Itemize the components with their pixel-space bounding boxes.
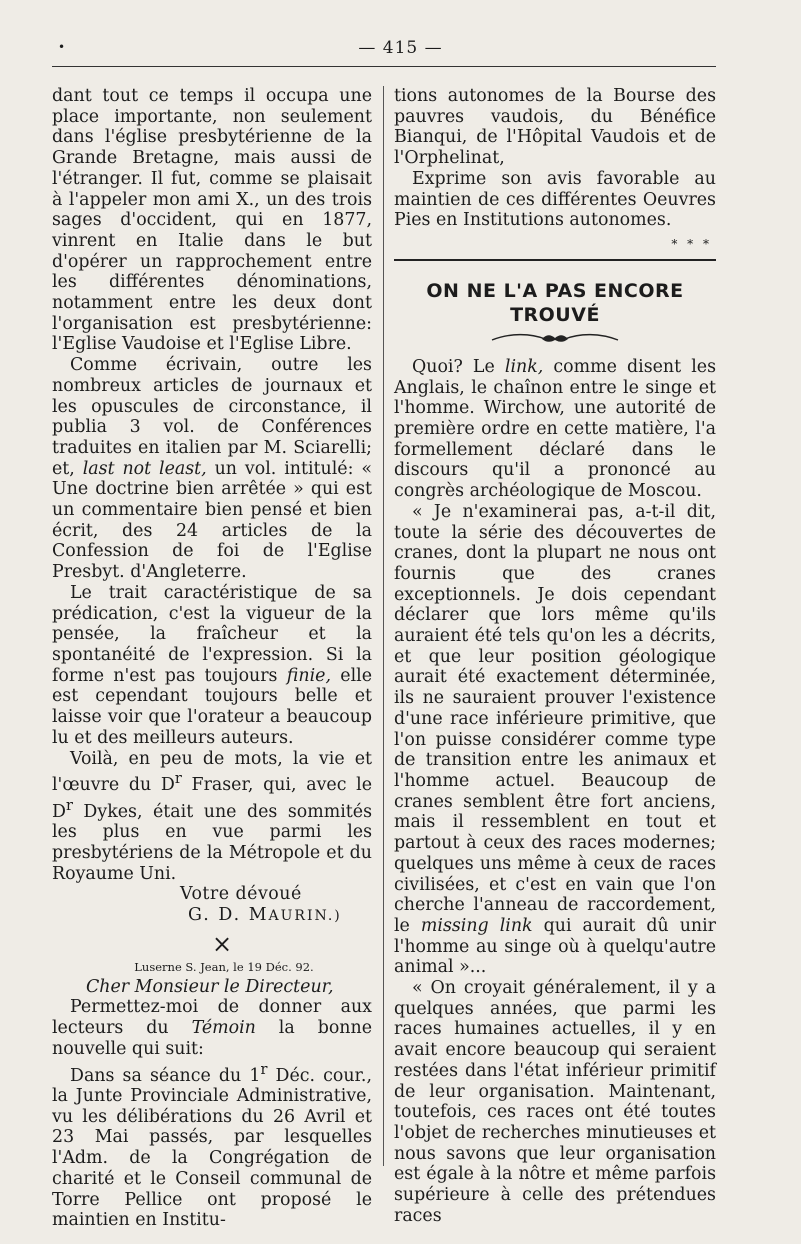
left-column <box>52 86 372 1231</box>
paragraph-missing-link: Quoi? Le link, comme disent les Anglais, le chaînon entre le singe et l'homme. Wirchow, une autorité de première ordre en cette matière, l'a formellement déclaré dans le discours qu'il a prononcé au congrès archéologique de Moscou. <box>394 356 716 502</box>
emphasis-link: link, <box>504 356 544 377</box>
letter-continuation: tions autonomes de la Bourse des pauvres vaudois, du Bénéfice Bianqui, de l'Hôpital Vaudois et de l'Orphelinat, <box>394 86 716 169</box>
emphasis-finie: finie, <box>286 665 331 686</box>
article-headline: ON NE L'A PAS ENCORE TROUVÉ <box>426 279 684 326</box>
ornament-flourish-icon <box>490 331 620 345</box>
paragraph-fraser-career: dant tout ce temps il occupa une place importante, non seulement dans l'église presbytérienne de la Grande Bretagne, mais aussi de l'étranger. Il fut, comme se plaisait à l'appeler mon ami X., un des trois sages d'occident, qui en 1877, vinrent en Italie dans le but d'opérer un rapprochement entre les différentes dénominations, notamment entre les deux dont l'organisation est presbytérienne: l'Eglise Vaudoise et l'Eglise Libre. <box>52 86 372 355</box>
right-column <box>394 86 716 1226</box>
separator-stars: * * * <box>671 236 712 251</box>
emphasis-temoin: Témoin <box>191 1018 256 1039</box>
header-bullet: • <box>58 40 66 54</box>
letter-paragraph-junte: Dans sa séance du 1$^r$ Déc. cour., la Junte Provinciale Administrative, vu les délibérations du 26 Avril et 23 Mai passés, par lesquelles l'Adm. de la Congrégation de charité et le Conseil communal de Torre Pellice ont proposé le maintien en Institu- <box>52 1061 372 1231</box>
emphasis-last-not-least: last not least, <box>82 458 207 479</box>
letter-conclusion: Exprime son avis favorable au maintien de ces différentes Oeuvres Pies en Institutions autonomes. <box>394 168 716 231</box>
paragraph-races: « On croyait généralement, il y a quelques années, que parmi les races humaines actuelles, il y en avait encore beaucoup qui seraient restées dans l'état inférieur primitif de leur organisation. Maintenant, toutefois, ces races ont été toutes l'objet de recherches minutieuses et nous savons que leur organisation est égale à la nôtre et même parfois supérieure à celle des prétendues races <box>394 978 716 1226</box>
letter-dateline: Luserne S. Jean, le 19 Déc. 92. <box>134 959 314 974</box>
paragraph-summary: Voilà, en peu de mots, la vie et l'œuvre du $D^r$ Fraser, qui, avec le $D^r$ Dykes, était une des sommités les plus en vue parmi les presbytériens de la Métropole et du Royaume Uni. <box>52 748 373 884</box>
paragraph-wirchow-quote: « Je n'examinerai pas, a-t-il dit, toute la série des découvertes de cranes, dont la plupart ne nous ont fournis que des cranes exceptionnels. Je dois cependant déclarer que lors même qu'ils auraient été tels qu'on les a décrits, et que leur position géologique aurait été exactement déterminée, ils ne sauraient prouver l'existence d'une race inférieure primitive, que l'on puisse considérer comme type de transition entre les animaux et l'homme actuel. Beaucoup de cranes semblent être fort anciens, mais il ressemblent en tout et partout à ceux des races modernes; quelques uns même à ceux de races civilisées, et c'est en vain que l'on cherche l'anneau de raccordement, le missing link qui aurait dû unir l'homme au singe où à quelqu'autre animal »... <box>394 501 716 978</box>
page-number: — 415 — <box>358 38 443 58</box>
section-rule <box>394 259 716 261</box>
letter-salutation: Cher Monsieur le Directeur, <box>86 976 334 997</box>
signature-name: G. D. MAURIN.) <box>188 905 342 926</box>
section-cross: × <box>211 929 233 958</box>
header-rule <box>52 66 716 67</box>
signature-closing: Votre dévoué <box>180 884 302 905</box>
column-divider <box>383 86 384 1166</box>
emphasis-missing-link: missing link <box>420 915 533 936</box>
letter-paragraph-intro: Permettez-moi de donner aux lecteurs du Témoin la bonne nouvelle qui suit: <box>52 997 372 1059</box>
paragraph-writer: Comme écrivain, outre les nombreux articles de journaux et les opuscules de circonstance, il publia 3 vol. de Conférences traduites en italien par M. Sciarelli; et, last not least, un vol. intitulé: « Une doctrine bien arrêtée » qui est un commentaire bien pensé et bien écrit, des 24 articles de la Confession de foi de l'Eglise Presbyt. d'Angleterre. <box>52 355 372 583</box>
paragraph-preaching: Le trait caractéristique de sa prédication, c'est la vigueur de la pensée, la fraîcheur et la spontanéité de l'expression. Si la forme n'est pas toujours finie, elle est cependant toujours belle et laisse voir que l'orateur a beaucoup lu et des meilleurs auteurs. <box>52 582 372 748</box>
